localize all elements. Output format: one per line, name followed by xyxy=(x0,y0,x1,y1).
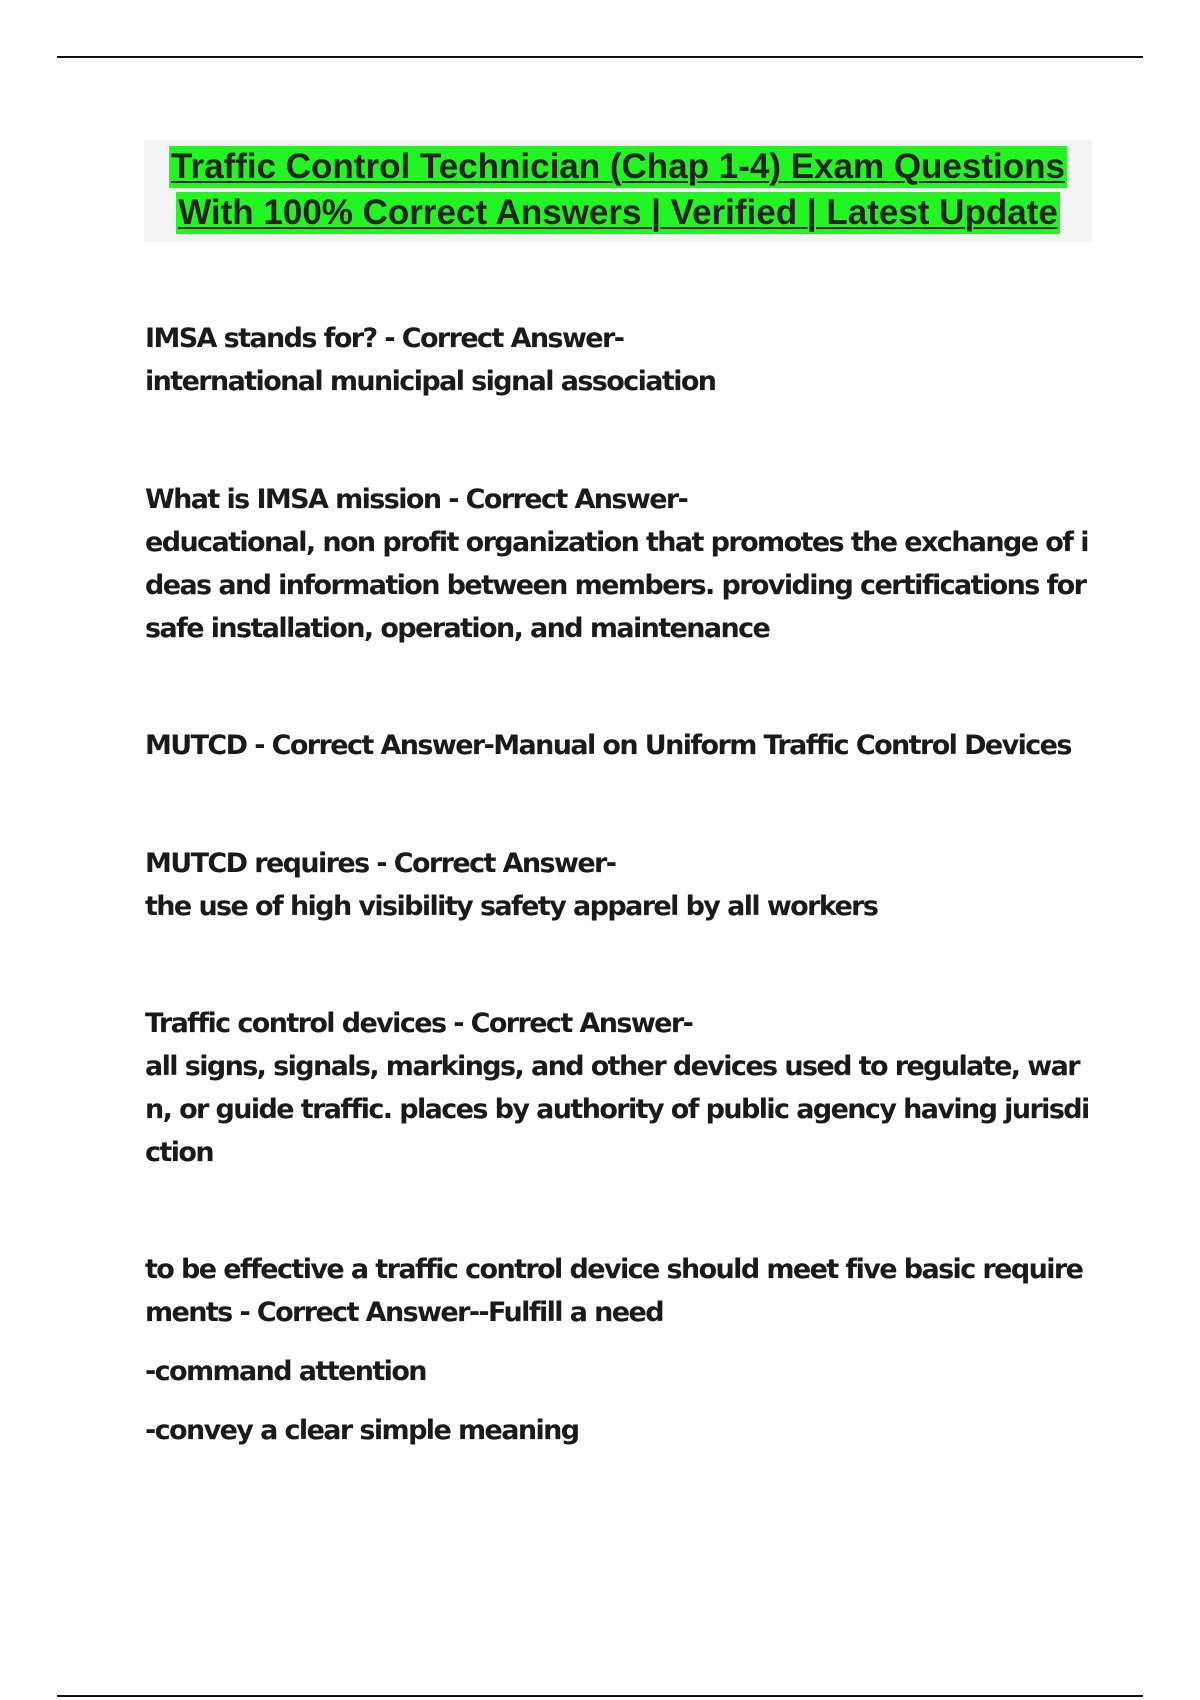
answer-list-item: -command attention xyxy=(145,1356,426,1387)
answer-list-item: -convey a clear simple meaning xyxy=(145,1415,579,1446)
qa-item xyxy=(145,1248,1090,1452)
qa-item xyxy=(145,478,1090,650)
qa-item xyxy=(145,317,1090,403)
document-title xyxy=(144,140,1092,242)
title-line-2: With 100% Correct Answers | Verified | Latest Update xyxy=(178,193,1058,232)
answer-text: all signs, signals, markings, and other devices used to regulate, warn, or guide traffic. places by authority of public agency having jurisdiction xyxy=(145,1051,1089,1168)
qa-item xyxy=(145,842,1090,928)
question-text: to be effective a traffic control device should meet five basic requirements - Correct Answer--Fulfill a need xyxy=(145,1254,1083,1328)
question-text: What is IMSA mission - Correct Answer- xyxy=(145,484,688,515)
answer-text: educational, non profit organization that promotes the exchange of ideas and information between members. providing certifications for safe installation, operation, and maintenance xyxy=(145,527,1088,644)
question-text: MUTCD - Correct Answer-Manual on Uniform Traffic Control Devices xyxy=(145,730,1071,761)
answer-text: international municipal signal association xyxy=(145,366,716,397)
question-text: IMSA stands for? - Correct Answer- xyxy=(145,323,624,354)
top-rule xyxy=(57,56,1143,58)
qa-item xyxy=(145,1002,1090,1174)
qa-item xyxy=(145,724,1090,767)
qa-list xyxy=(145,317,1090,1452)
bottom-rule xyxy=(57,1695,1143,1697)
title-line-1: Traffic Control Technician (Chap 1-4) Exam Questions xyxy=(171,147,1065,186)
question-text: Traffic control devices - Correct Answer- xyxy=(145,1008,693,1039)
question-text: MUTCD requires - Correct Answer- xyxy=(145,848,616,879)
answer-text: the use of high visibility safety apparel by all workers xyxy=(145,891,878,922)
